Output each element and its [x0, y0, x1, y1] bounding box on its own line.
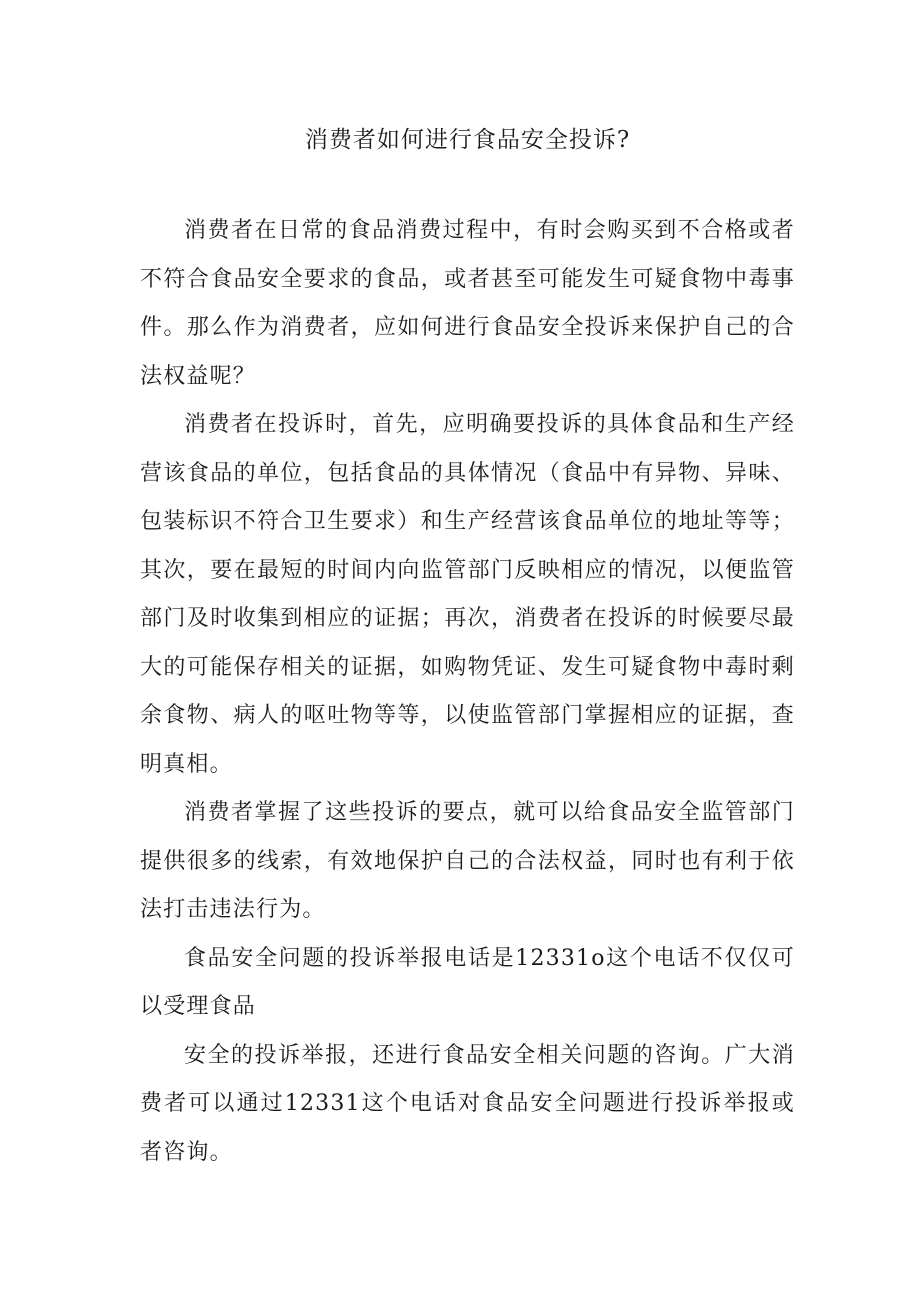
document-body — [140, 207, 795, 1177]
paragraph-hotline-continued: 安全的投诉举报，还进行食品安全相关问题的咨询。广大消费者可以通过12331这个电话对食品安全问题进行投诉举报或者咨询。 — [140, 1042, 795, 1165]
paragraph-intro: 消费者在日常的食品消费过程中，有时会购买到不合格或者不符合食品安全要求的食品，或者甚至可能发生可疑食物中毒事件。那么作为消费者，应如何进行食品安全投诉来保护自己的合法权益呢？ — [140, 218, 795, 389]
paragraph-complaint-steps: 消费者在投诉时，首先，应明确要投诉的具体食品和生产经营该食品的单位，包括食品的具体情况（食品中有异物、异味、包装标识不符合卫生要求）和生产经营该食品单位的地址等等；其次，要在最短的时间内向监管部门反映相应的情况，以便监管部门及时收集到相应的证据；再次，消费者在投诉的时候要尽最大的可能保存相关的证据，如购物凭证、发生可疑食物中毒时剩余食物、病人的呕吐物等等，以使监管部门掌握相应的证据，查明真相。 — [140, 412, 795, 777]
document-title: 消费者如何进行食品安全投诉? — [304, 127, 631, 153]
paragraph-hotline: 食品安全问题的投诉举报电话是12331o这个电话不仅仅可以受理食品 — [140, 945, 795, 1019]
paragraph-benefits: 消费者掌握了这些投诉的要点，就可以给食品安全监管部门提供很多的线索，有效地保护自己的合法权益，同时也有利于依法打击违法行为。 — [140, 800, 795, 922]
document-page — [140, 0, 795, 1301]
